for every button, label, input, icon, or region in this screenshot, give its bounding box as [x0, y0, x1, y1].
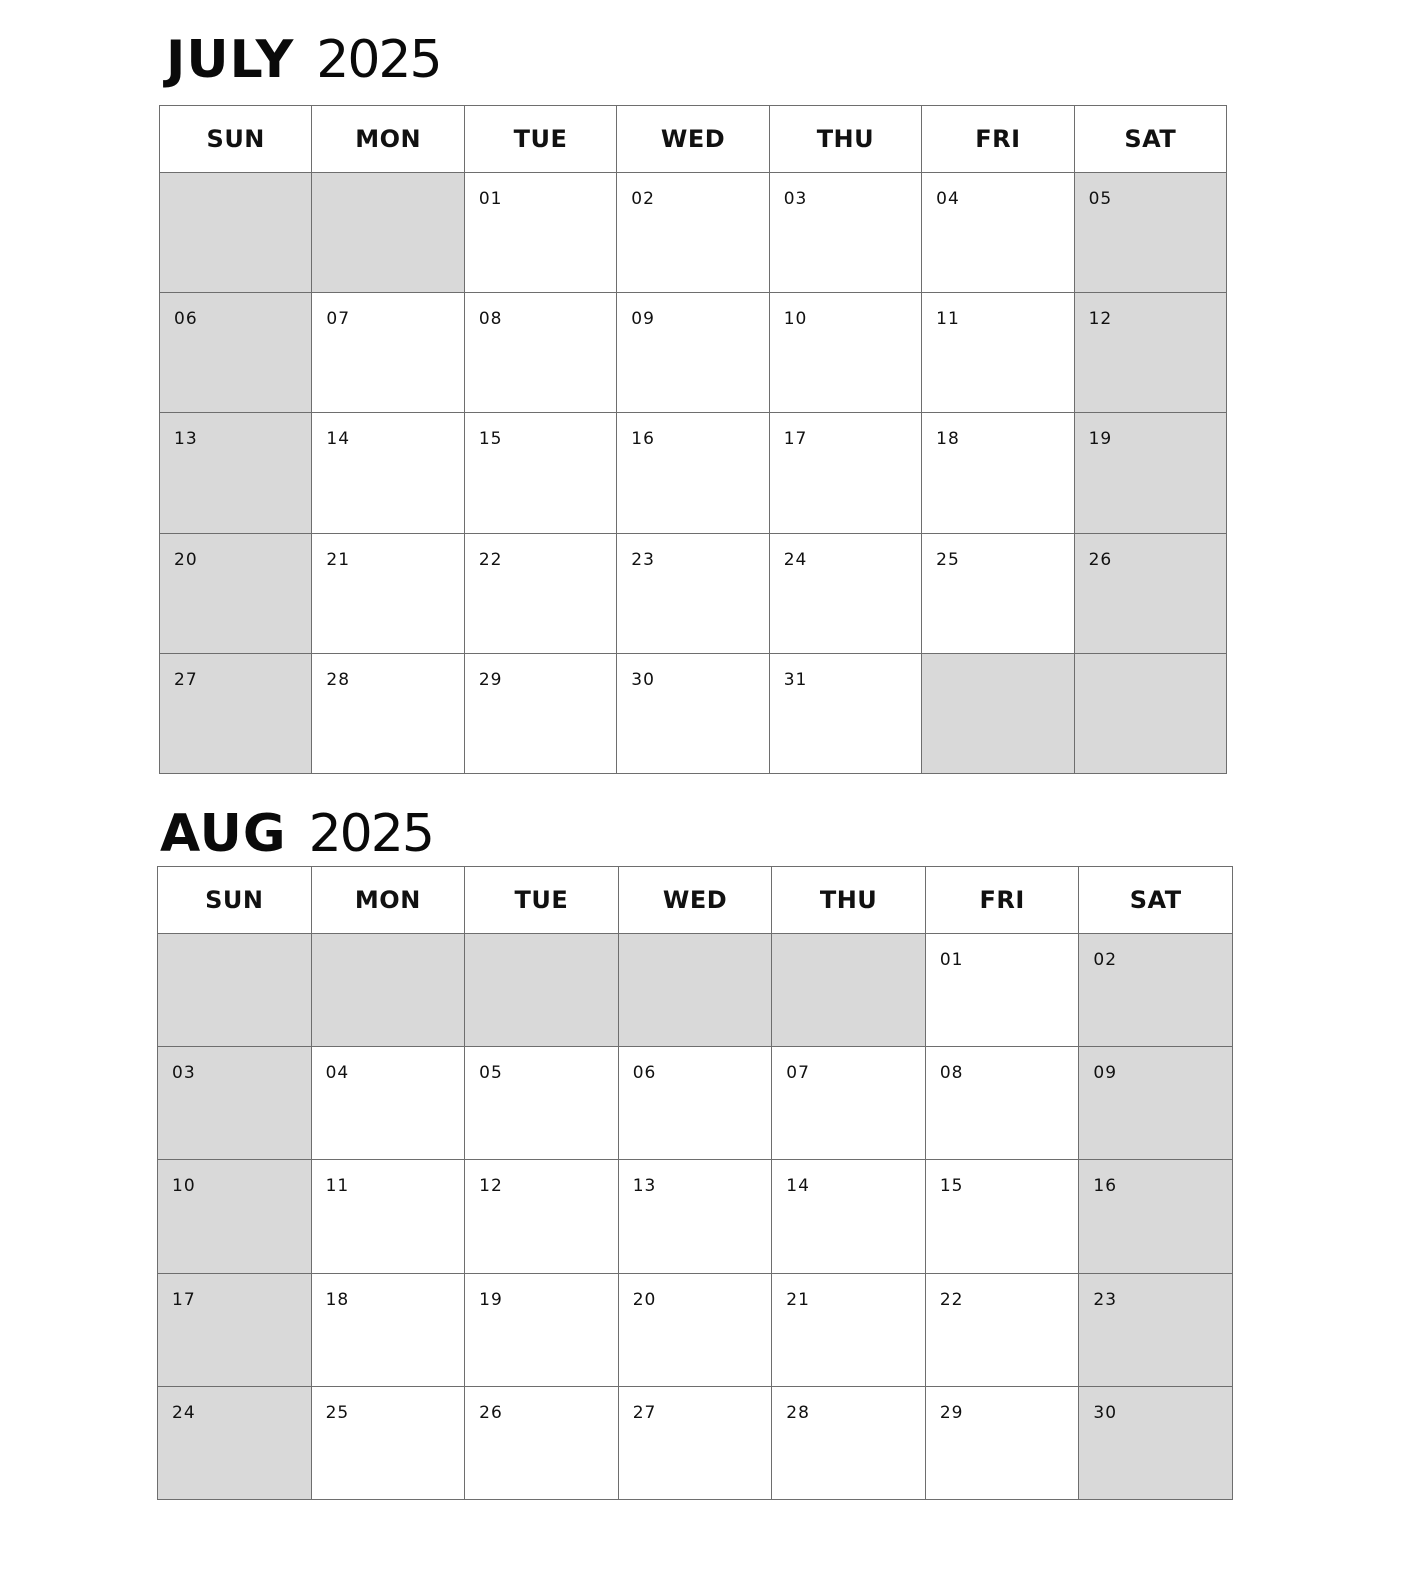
weekday-header-fri: FRI: [926, 867, 1080, 934]
day-number: 22: [478, 549, 503, 570]
empty-day-cell: [772, 934, 926, 1047]
day-cell: [465, 1387, 619, 1500]
day-cell: [770, 413, 922, 533]
day-cell: [772, 1047, 926, 1160]
day-number: 16: [1093, 1176, 1118, 1197]
empty-day-cell: [1075, 654, 1227, 774]
day-number: 28: [326, 669, 351, 690]
day-cell: [312, 654, 464, 774]
day-number: 04: [325, 1063, 350, 1084]
day-cell: [922, 534, 1074, 654]
month-title: [160, 804, 433, 864]
day-cell: [158, 1387, 312, 1500]
day-number: 15: [478, 429, 503, 450]
day-cell: [158, 1047, 312, 1160]
weekday-header-mon: MON: [312, 106, 464, 173]
day-number: 03: [783, 189, 808, 209]
month-year: 2025: [308, 804, 433, 864]
day-number: 05: [479, 1063, 503, 1084]
weekday-header-mon: MON: [312, 867, 466, 934]
day-number: 25: [936, 549, 960, 570]
day-cell: [1079, 1160, 1233, 1273]
day-number: 15: [939, 1176, 964, 1197]
day-number: 14: [326, 429, 351, 450]
empty-day-cell: [312, 934, 466, 1047]
day-cell: [465, 1274, 619, 1387]
day-cell: [922, 293, 1074, 413]
day-number: 23: [631, 549, 655, 570]
day-cell: [312, 534, 464, 654]
day-number: 27: [174, 669, 198, 690]
day-cell: [158, 1160, 312, 1273]
day-cell: [312, 293, 464, 413]
day-cell: [465, 1160, 619, 1273]
day-cell: [160, 534, 312, 654]
day-cell: [312, 1160, 466, 1273]
day-cell: [312, 1274, 466, 1387]
day-cell: [770, 293, 922, 413]
day-number: 27: [632, 1402, 657, 1423]
day-number: 03: [172, 1063, 196, 1084]
day-cell: [772, 1274, 926, 1387]
month-year: 2025: [316, 30, 441, 90]
day-number: 31: [783, 669, 808, 690]
day-number: 21: [786, 1289, 810, 1310]
day-cell: [922, 413, 1074, 533]
day-cell: [770, 173, 922, 293]
day-number: 06: [174, 309, 198, 330]
day-cell: [617, 293, 769, 413]
day-cell: [312, 1047, 466, 1160]
day-number: 04: [936, 189, 960, 209]
day-cell: [312, 1387, 466, 1500]
day-number: 19: [479, 1289, 503, 1310]
day-cell: [926, 1160, 1080, 1273]
day-cell: [1075, 293, 1227, 413]
day-cell: [1079, 934, 1233, 1047]
day-cell: [160, 654, 312, 774]
day-number: 30: [1093, 1402, 1118, 1423]
day-number: 28: [786, 1402, 810, 1423]
day-cell: [160, 293, 312, 413]
day-number: 06: [632, 1063, 657, 1084]
day-number: 10: [783, 309, 808, 330]
weekday-header-thu: THU: [770, 106, 922, 173]
day-cell: [770, 534, 922, 654]
day-cell: [922, 173, 1074, 293]
day-cell: [1075, 534, 1227, 654]
day-cell: [465, 413, 617, 533]
day-number: 07: [786, 1063, 810, 1084]
day-cell: [772, 1160, 926, 1273]
day-number: 14: [786, 1176, 810, 1197]
day-cell: [465, 534, 617, 654]
weekday-header-thu: THU: [772, 867, 926, 934]
day-number: 10: [172, 1176, 196, 1197]
day-number: 26: [479, 1402, 503, 1423]
day-number: 29: [478, 669, 503, 690]
month-name: JULY: [166, 30, 295, 90]
month-name: AUG: [160, 804, 287, 864]
day-number: 09: [631, 309, 655, 330]
day-number: 11: [325, 1176, 350, 1197]
empty-day-cell: [158, 934, 312, 1047]
day-cell: [926, 1387, 1080, 1500]
day-number: 13: [632, 1176, 657, 1197]
day-number: 25: [325, 1402, 350, 1423]
day-number: 08: [939, 1063, 964, 1084]
weekday-header-sun: SUN: [160, 106, 312, 173]
day-cell: [770, 654, 922, 774]
day-number: 13: [174, 429, 198, 450]
day-cell: [619, 1160, 773, 1273]
day-number: 12: [479, 1176, 503, 1197]
day-number: 30: [631, 669, 655, 690]
day-number: 23: [1093, 1289, 1118, 1310]
day-cell: [465, 654, 617, 774]
day-number: 29: [939, 1402, 964, 1423]
day-number: 17: [172, 1289, 196, 1310]
month-title: [166, 30, 441, 90]
weekday-header-sun: SUN: [158, 867, 312, 934]
day-cell: [1079, 1274, 1233, 1387]
day-number: 01: [939, 950, 964, 970]
day-number: 02: [1093, 950, 1118, 970]
day-cell: [617, 173, 769, 293]
day-cell: [160, 413, 312, 533]
day-cell: [1075, 413, 1227, 533]
day-cell: [617, 654, 769, 774]
day-cell: [926, 934, 1080, 1047]
weekday-header-tue: TUE: [465, 867, 619, 934]
day-cell: [465, 293, 617, 413]
weekday-header-wed: WED: [619, 867, 773, 934]
day-cell: [1075, 173, 1227, 293]
calendar-grid: [159, 105, 1227, 774]
day-number: 18: [325, 1289, 350, 1310]
day-cell: [619, 1274, 773, 1387]
weekday-header-tue: TUE: [465, 106, 617, 173]
day-number: 24: [172, 1402, 196, 1423]
day-number: 12: [1088, 309, 1113, 330]
day-number: 24: [783, 549, 808, 570]
day-cell: [926, 1047, 1080, 1160]
empty-day-cell: [922, 654, 1074, 774]
day-number: 08: [478, 309, 503, 330]
day-cell: [926, 1274, 1080, 1387]
day-number: 05: [1088, 189, 1113, 209]
day-cell: [1079, 1047, 1233, 1160]
day-number: 16: [631, 429, 655, 450]
weekday-header-sat: SAT: [1079, 867, 1233, 934]
day-cell: [465, 1047, 619, 1160]
day-number: 22: [939, 1289, 964, 1310]
calendar-grid: [157, 866, 1233, 1500]
weekday-header-wed: WED: [617, 106, 769, 173]
day-number: 19: [1088, 429, 1113, 450]
empty-day-cell: [465, 934, 619, 1047]
day-cell: [312, 413, 464, 533]
empty-day-cell: [160, 173, 312, 293]
day-cell: [158, 1274, 312, 1387]
day-cell: [617, 413, 769, 533]
day-cell: [465, 173, 617, 293]
day-number: 18: [936, 429, 960, 450]
day-number: 21: [326, 549, 351, 570]
day-number: 09: [1093, 1063, 1118, 1084]
weekday-header-sat: SAT: [1075, 106, 1227, 173]
day-number: 01: [478, 189, 503, 209]
weekday-header-fri: FRI: [922, 106, 1074, 173]
day-cell: [772, 1387, 926, 1500]
empty-day-cell: [312, 173, 464, 293]
day-cell: [1079, 1387, 1233, 1500]
day-number: 07: [326, 309, 351, 330]
day-number: 26: [1088, 549, 1113, 570]
day-number: 20: [632, 1289, 657, 1310]
day-number: 20: [174, 549, 198, 570]
day-number: 02: [631, 189, 655, 209]
day-cell: [619, 1387, 773, 1500]
day-number: 11: [936, 309, 960, 330]
day-cell: [617, 534, 769, 654]
empty-day-cell: [619, 934, 773, 1047]
day-cell: [619, 1047, 773, 1160]
day-number: 17: [783, 429, 808, 450]
